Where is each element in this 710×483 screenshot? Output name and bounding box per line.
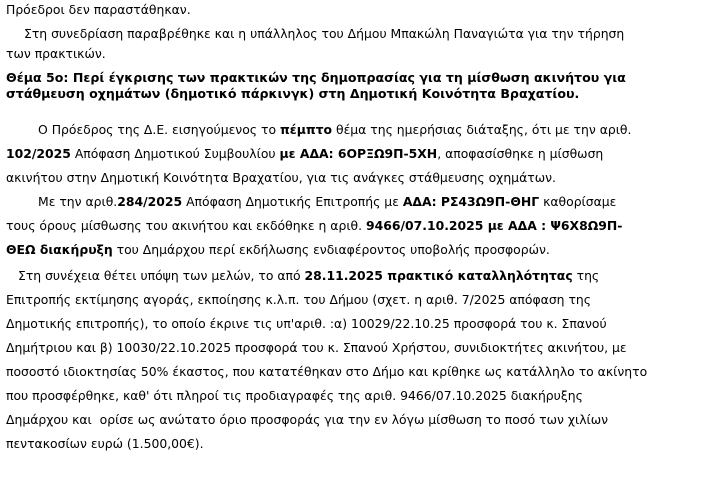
paragraph-line xyxy=(38,194,616,210)
text-line: των πρακτικών. xyxy=(6,46,106,61)
text-run: του Δημάρχου περί εκδήλωσης ενδιαφέροντος υποβολής προσφορών. xyxy=(112,242,550,257)
paragraph-line xyxy=(6,218,622,234)
text-run: Απόφαση Δημοτικής Επιτροπής με xyxy=(182,194,403,209)
text-run: Ο Πρόεδρος της Δ.Ε. εισηγούμενος το xyxy=(38,122,280,137)
paragraph-line xyxy=(18,268,599,284)
paragraph-line: Επιτροπής εκτίμησης αγοράς, εκποίησης κ.λ.π. του Δήμου (σχετ. η αριθ. 7/2025 απόφαση της xyxy=(6,292,592,307)
text-run-bold: 102/2025 xyxy=(6,146,71,161)
paragraph-line: που προσφέρθηκε, καθ' ότι πληροί τις προδιαγραφές της αριθ. 9466/07.10.2025 διακήρυξης xyxy=(6,388,583,403)
text-run-bold: ΑΔΑ: ΡΣ43Ω9Π-ΘΗΓ xyxy=(402,194,540,209)
paragraph-line: Δημοτικής επιτροπής), το οποίο έκρινε τις υπ'αριθ. :α) 10029/22.10.25 προσφορά του κ. Σπανού xyxy=(6,316,607,331)
text-run: Στη συνέχεια θέτει υπόψη των μελών, το από xyxy=(18,268,305,283)
text-run: θέμα της ημερήσιας διάταξης, ότι με την αριθ. xyxy=(332,122,632,137)
paragraph-line xyxy=(6,242,550,258)
paragraph-line: Δημάρχου και ορίσε ως ανώτατο όριο προσφοράς για την εν λόγω μίσθωση το ποσό των χιλίων xyxy=(6,412,609,427)
text-line: Πρόεδροι δεν παραστάθηκαν. xyxy=(6,2,191,17)
text-run-bold: ΘΕΩ διακήρυξη xyxy=(6,242,113,257)
text-run: Με την αριθ. xyxy=(38,194,118,209)
text-run-bold: 284/2025 xyxy=(117,194,183,209)
text-run: της xyxy=(572,268,600,283)
paragraph-line xyxy=(6,146,603,162)
text-run: καθορίσαμε xyxy=(539,194,617,209)
section-heading: Θέμα 5ο: Περί έγκρισης των πρακτικών της δημοπρασίας για τη μίσθωση ακινήτου για xyxy=(6,70,626,85)
text-run-bold: με ΑΔΑ: 6ΟΡΞΩ9Π-5ΧΗ xyxy=(279,146,438,161)
paragraph-line: ακινήτου στην Δημοτική Κοινότητα Βραχατίου, για τις ανάγκες στάθμευσης οχημάτων. xyxy=(6,170,556,185)
paragraph-line xyxy=(38,122,631,138)
text-run-bold: 28.11.2025 πρακτικό καταλληλότητας xyxy=(304,268,573,283)
text-run-bold: πέμπτο xyxy=(280,122,333,137)
text-run: , αποφασίσθηκε η μίσθωση xyxy=(437,146,604,161)
text-run-bold: 9466/07.10.2025 με ΑΔΑ : Ψ6Χ8Ω9Π- xyxy=(365,218,623,233)
paragraph-line: πεντακοσίων ευρώ (1.500,00€). xyxy=(6,436,204,451)
paragraph-line: Δημήτριου και β) 10030/22.10.2025 προσφορά του κ. Σπανού Χρήστου, συνιδιοκτήτες ακινήτου, με xyxy=(6,340,627,355)
text-line: Στη συνεδρίαση παραβρέθηκε και η υπάλληλος του Δήμου Μπακώλη Παναγιώτα για την τήρηση xyxy=(24,26,625,41)
paragraph-line: ποσοστό ιδιοκτησίας 50% έκαστος, που κατατέθηκαν στο Δήμο και κρίθηκε ως κατάλληλο το ακίνητο xyxy=(6,364,648,379)
section-heading: στάθμευση οχημάτων (δημοτικό πάρκινγκ) στη Δημοτική Κοινότητα Βραχατίου. xyxy=(6,86,580,101)
text-run: Απόφαση Δημοτικού Συμβουλίου xyxy=(70,146,280,161)
text-run: τους όρους μίσθωσης του ακινήτου και εκδόθηκε η αριθ. xyxy=(6,218,366,233)
